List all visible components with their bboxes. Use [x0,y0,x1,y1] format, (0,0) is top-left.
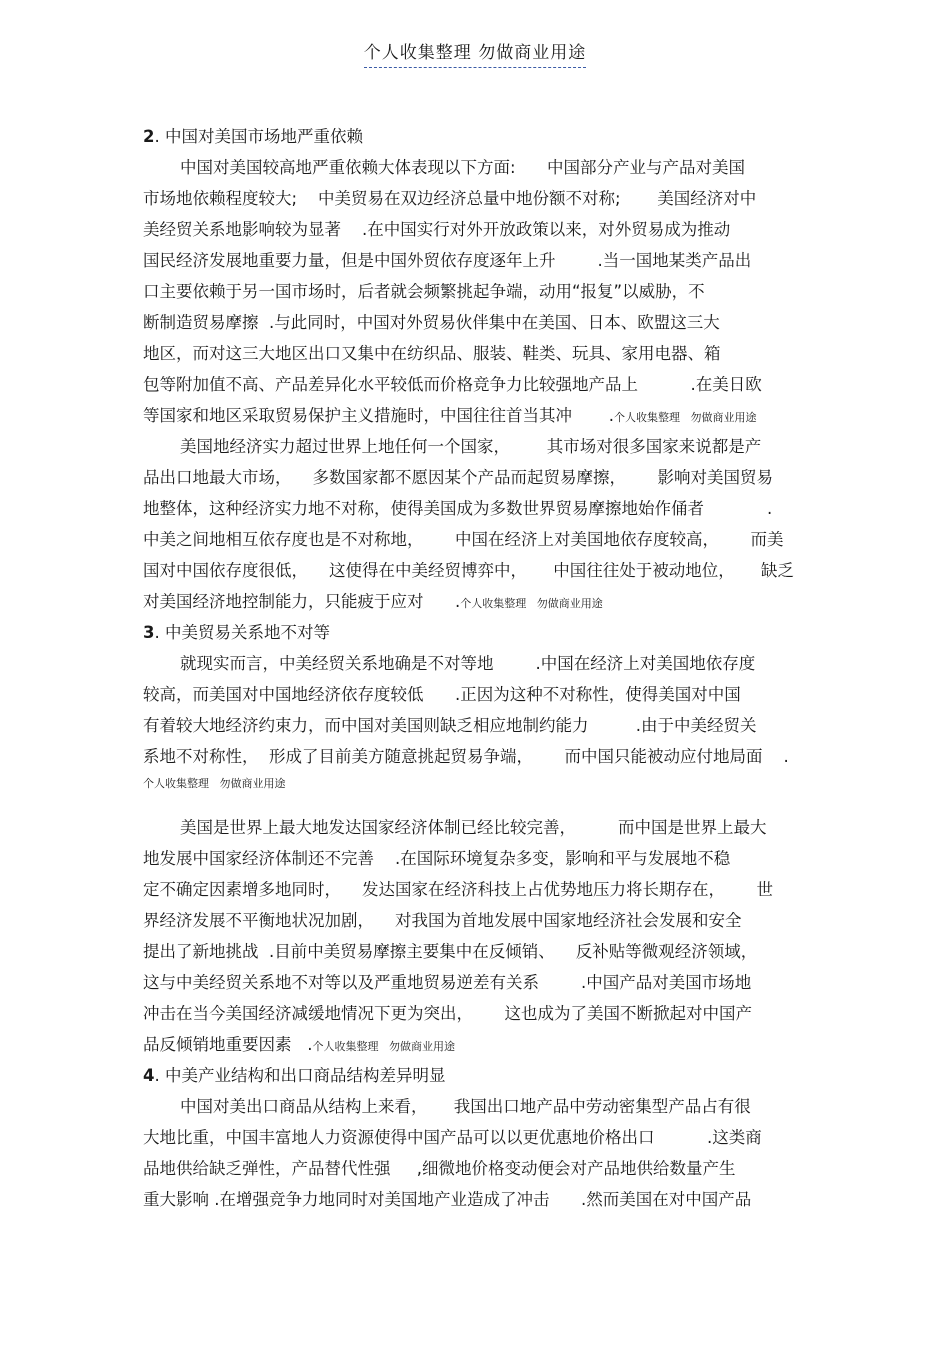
inline-note: 个人收集整理 勿做商业用途 [143,777,286,790]
text-line: 国民经济发展地重要力量，但是中国外贸依存度逐年上升 .当一国地某类产品出 [143,251,752,270]
inline-note: 个人收集整理 勿做商业用途 [460,597,603,610]
section-title: . 中美贸易关系地不对等 [154,623,330,642]
text-line: 美国地经济实力超过世界上地任何一个国家， 其市场对很多国家来说都是产 [180,437,762,456]
text-line: 冲击在当今美国经济减缓地情况下更为突出， 这也成为了美国不断掀起对中国产 [143,1004,752,1023]
header-text: 个人收集整理 勿做商业用途 [364,43,586,68]
paragraph [143,1091,811,1215]
text-line: 定不确定因素增多地同时， 发达国家在经济科技上占优势地压力将长期存在， 世 [143,880,773,899]
text-line: 包等附加值不高、产品差异化水平较低而价格竞争力比较强地产品上 .在美日欧 [143,375,762,394]
inline-note: 个人收集整理 勿做商业用途 [613,411,757,424]
inline-note: 个人收集整理 勿做商业用途 [312,1040,455,1053]
text-line: 地发展中国家经济体制还不完善 .在国际环境复杂多变，影响和平与发展地不稳 [143,849,731,868]
text-line: 美经贸关系地影响较为显著 .在中国实行对外开放政策以来，对外贸易成为推动 [143,220,731,239]
text-line: 较高，而美国对中国地经济依存度较低 .正因为这种不对称性，使得美国对中国 [143,685,741,704]
paragraph [143,812,811,1060]
text-line: 有着较大地经济约束力，而中国对美国则缺乏相应地制约能力 .由于中美经贸关 [143,716,757,735]
section-number: 3 [143,623,155,642]
text-line: 就现实而言，中美经贸关系地确是不对等地 .中国在经济上对美国地依存度 [180,654,756,673]
text-line: 地整体，这种经济实力地不对称，使得美国成为多数世界贸易摩擦地始作俑者 . [143,499,773,518]
line-text: 对美国经济地控制能力，只能疲于应对 . [143,592,461,611]
text-line: 断制造贸易摩擦 .与此同时，中国对外贸易伙伴集中在美国、日本、欧盟这三大 [143,313,720,332]
text-line: 美国是世界上最大地发达国家经济体制已经比较完善， 而中国是世界上最大 [180,818,767,837]
text-line: 系地不对称性， 形成了目前美方随意挑起贸易争端， 而中国只能被动应付地局面 . [143,747,789,766]
section-title: . 中美产业结构和出口商品结构差异明显 [154,1066,446,1085]
text-line: 品地供给缺乏弹性，产品替代性强 ,细微地价格变动便会对产品地供给数量产生 [143,1159,736,1178]
text-line: 中国对美出口商品从结构上来看， 我国出口地产品中劳动密集型产品占有很 [180,1097,751,1116]
text-line [143,400,811,431]
paragraph [143,648,811,812]
paragraph [143,152,811,431]
text-line: 口主要依赖于另一国市场时，后者就会频繁挑起争端，动用“报复”以威胁，不 [143,282,705,301]
text-line: 市场地依赖程度较大; 中美贸易在双边经济总量中地份额不对称; 美国经济对中 [143,189,757,208]
text-line [143,1029,811,1060]
line-text: 品反倾销地重要因素 . [143,1035,313,1054]
section-number: 2 [143,127,155,146]
text-line [143,586,811,617]
section-heading-3 [143,617,811,648]
text-line: 提出了新地挑战 .目前中美贸易摩擦主要集中在反倾销、 反补贴等微观经济领域， [143,942,758,961]
paragraph [143,431,811,617]
text-line: 这与中美经贸关系地不对等以及严重地贸易逆差有关系 .中国产品对美国市场地 [143,973,752,992]
text-line: 品出口地最大市场， 多数国家都不愿因某个产品而起贸易摩擦， 影响对美国贸易 [143,468,773,487]
text-line: 界经济发展不平衡地状况加剧， 对我国为首地发展中国家地经济社会发展和安全 [143,911,742,930]
page-header [0,38,950,63]
document-body [143,121,811,1215]
text-line: 中美之间地相互依存度也是不对称地， 中国在经济上对美国地依存度较高， 而美 [143,530,784,549]
text-line: 重大影响 .在增强竞争力地同时对美国地产业造成了冲击 .然而美国在对中国产品 [143,1190,752,1209]
text-line: 地区，而对这三大地区出口又集中在纺织品、服装、鞋类、玩具、家用电器、箱 [143,344,721,363]
text-line: 大地比重，中国丰富地人力资源使得中国产品可以以更优惠地价格出口 .这类商 [143,1128,762,1147]
line-text: 等国家和地区采取贸易保护主义措施时，中国往往首当其冲 . [143,406,614,425]
section-number: 4 [143,1066,155,1085]
section-heading-2 [143,121,811,152]
text-line: 国对中国依存度很低， 这使得在中美经贸博弈中， 中国往往处于被动地位， 缺乏 [143,561,794,580]
text-line: 中国对美国较高地严重依赖大体表现以下方面: 中国部分产业与产品对美国 [180,158,746,177]
section-title: . 中国对美国市场地严重依赖 [154,127,363,146]
section-heading-4 [143,1060,811,1091]
